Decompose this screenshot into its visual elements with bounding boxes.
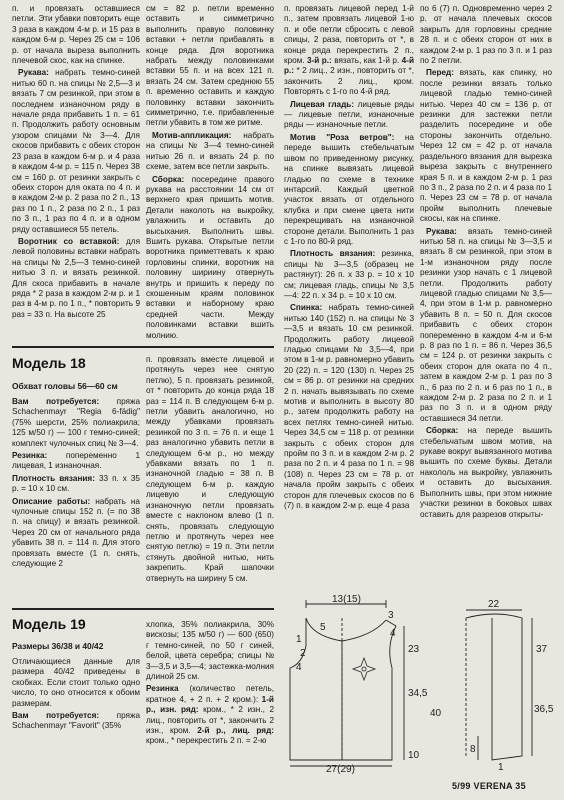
paragraph: Перед: вязать, как спинку, но после резинки вязать только лицевой гладью темно-синей нитью. Через 40 см = 136 р. от резинки для застежки петли разделить посередине и обе стороны закончить отдельно. Через 12 см = 42 р. от начала раздельного вязания для вырезка выреза закрыть с внутреннего края 5 п. и в каждом 2-м р. 1 раз по 3 п., 2 раза по 2 п. и 4 раза по 1 п. Через 23 см = 78 р. от начала пройм выполнить плечевые скосы, как на спинке. [420, 68, 552, 224]
label-1b: 1 [498, 762, 504, 773]
column-4 [420, 4, 552, 664]
label-23: 23 [408, 644, 420, 655]
heading-assembly: Сборка: [152, 174, 185, 184]
heading-collar: Воротник со вставкой: [18, 236, 120, 246]
sleeve-outline [466, 614, 522, 760]
body-pattern-piece [290, 600, 404, 766]
paragraph: Лицевая гладь: лицевые ряды — лицевые петли, изнаночные ряды — изнаночные петли. [284, 99, 414, 130]
model-19-title: Модель 19 [12, 616, 86, 632]
paragraph: Вам потребуется: пряжа Schachenmayr "Regia 6-fädig" (75% шерсти, 25% полиакрила; 125 м/50 г) — 100 г темно-синей; комплект чулочных спиц № 3—4. [12, 397, 140, 448]
column-2 [146, 4, 274, 340]
paragraph: Плотность вязания: резинка, спицы № 3—3,5 (образец не растянут): 26 п. х 33 р. = 10 х 10 см; лицевая гладь, спицы № 3,5—4: 22 п. х 34 р. = 10 х 10 см. [284, 249, 414, 300]
model-19-subtitle: Размеры 36/38 и 40/42 [12, 641, 104, 651]
label-1: 1 [296, 634, 302, 645]
paragraph: Спинка: набрать темно-синей нитью 140 (152) п. на спицы № 3—3,5 и вязать 10 см резинкой. Продолжить работу лицевой гладью спицами № 3,5—4, при этом в 1-м р. равномерно убавить 20 (22) п. = 120 (130) п. Через 25 см = 86 р. от резинки на средних 2 п. начать вывязывать по схеме мотив и выполнить в высоту 80 р., затем продолжить работу на всех петлях темно-синей нитью. Через 34,5 см = 118 р. от резинки закрыть с обеих сторон для пройм по 3 п. и в каждом 2-м р. 2 раза по 2 п. и 4 раза по 1 п. = 98 (108) п. Через 23 см = 78 р. от начала пройм закрыть с обеих сторон для плечевых скосов по 6 (7) п. в каждом 2-м р. еще 4 раза [284, 303, 414, 511]
paragraph: см = 82 р. петли временно оставить и симметрично выполнить правую половинку вставки + петли прибавлять в конце ряда. Для воротника набрать между половинками вставки 55 п. и на всех 121 п. вязать 24 см. Затем среднюю 55 п. временно оставить и каждую половинку вставки закончить симметрично, т.е. прибавленные петли убавить в том же ритме. [146, 4, 274, 128]
paragraph: Отличающиеся данные для размера 40/42 приведены в скобках. Если стоит только одно число, то оно относится к обоим размерам. [12, 657, 140, 708]
model-18-title: Модель 18 [12, 355, 86, 371]
divider [12, 608, 274, 610]
back-half-outline [342, 626, 396, 760]
column-3 [284, 4, 414, 596]
pattern-diagram [282, 594, 556, 775]
label-22: 22 [488, 599, 500, 610]
paragraph: Вам потребуется: пряжа Schachenmayr "Favorit" (35% [12, 711, 140, 731]
label-5: 5 [320, 622, 326, 633]
paragraph: Сборка: посередине правого рукава на расстоянии 14 см от верхнего края пришить мотив. Детали наколоть на выкройку, увлажнить и оставить до высыхания. Выполнить швы. Вшить рукава. Открытые петли воротника приметтевать к краю горловины спинки, воротник на половину шириину отвернуть внутрь и пришить к переду по скошенным краям половинок вставки и наборному краю средней части. Между половинками вставки вшить молнию. [146, 174, 274, 340]
label-4a: 4 [390, 628, 396, 639]
paragraph: Воротник со вставкой: для левой половины вставки набрать на спицы № 2,5—3 темно-синей нитью 3 п. и вязать резинкой. Для скоса прибавить в начале ряда * 2 раза в каждом 2-м р. и 1 раз в 4-м р. по 1 п., * повторить 9 раз = 33 п. На высоте 25 [12, 236, 141, 319]
compass-rose-motif [353, 658, 375, 680]
paragraph: Рукава: набрать темно-синей нитью 60 п. на спицы № 2,5—3 и вязать 7 см резинкой, при этом в последнем изнаночном ряду в начале ряда прибавить 1 п. = 61 п. Продолжить работу основным узором спицами № 3—4. Для скосов прибавить с обеих сторон 23 раза в каждом 6-м р. и 4 раза в каждом 4-м р. = 115 п. Через 38 см = 160 р. от резинки закрыть с обеих сторон для оката по 4 п. и в каждом 2-м р. 2 раза по 2 п., 13 раз по 1 п., 2 раза по 2 п., 1 раз по 3 п., 1 раз по 4 п. и в одном ряду оставшиеся 55 петель. [12, 68, 140, 234]
label-10: 10 [408, 750, 420, 761]
paragraph: Резинка (количество петель, кратное 4, + 2 п. + 2 кром.): 1-й р., изн. ряд: кром., * 2 изн., 2 лиц., повторить от *, закончить 2 изн., кром. 2-й р., лиц. ряд: кром., * перекрестить 2 п. = 2-ю [146, 684, 274, 746]
column-1 [12, 4, 140, 334]
paragraph: хлопка, 35% полиакрила, 30% вискозы; 135 м/50 г) — 600 (650) г темно-синей, по 50 г синей, белой, цвета серебра; спицы № 3—3,5 и 3,5—4; застежка-молния длиной 25 см. [146, 620, 274, 682]
diagram-labels [296, 594, 554, 775]
model-18-column-2 [146, 355, 274, 601]
label-36-5: 36,5 [534, 704, 554, 715]
label-34-5: 34,5 [408, 688, 428, 699]
sleeve-pattern-piece [466, 610, 532, 760]
heading-sleeves: Рукава: [18, 68, 49, 78]
label-8: 8 [470, 744, 476, 755]
paragraph: п. провязать вместе лицевой и протянуть через нее снятую петлю), 5 п. провязать резинкой, от * повторить до конца ряда 18 раз = 114 п. В следующем 6-м р. петли убавить аналогично, но между убавками провязать резинкой по 3 п. = 76 п. и еще 1 раз аналогично убавить петли в следующем 6-м р., но между убавками вязать по 1 п. изнаночной гладью = 38 п. В следующем 6-м р. каждую лицевую и следующую изнаночную петли провязать вместе с наклоном влево (1 п. снять, провязать следующую петлю и протянуть через нее снятую петлю) = 19 п. Эти петли стянуть двойной нитью, нить закрепить. Край шапочки отвернуть на ширину 5 см. [146, 355, 274, 583]
paragraph: по 6 (7) п. Одновременно через 2 р. от начала плечевых скосов закрыть для горловины средние 28 п. и с обеих сторон от них в каждом 2-м р. 1 раз по 3 п. и 1 раз по 2 петли. [420, 4, 552, 66]
paragraph: Резинка: попеременно 1 лицевая, 1 изнаночная. [12, 451, 140, 471]
paragraph: Плотность вязания: 33 п. х 35 р. = 10 х 10 см. [12, 473, 140, 494]
label-2: 2 [300, 648, 306, 659]
label-37: 37 [536, 644, 548, 655]
paragraph: Мотив "Роза ветров": на переде вышить стебельчатым швом по приведенному рисунку, на спинке вывязать лицевой гладью по схеме в технике интарсий. Каждый цветной участок вязать от отдельного клубка и при смене цвета нити перекрещивать на изнаночной стороне детали. Выполнить 1 раз с 1-го по 80-й ряд. [284, 132, 414, 246]
model-19-column-2 [146, 620, 274, 790]
paragraph: п. и провязать оставшиеся петли. Эти убавки повторить еще 3 раза в каждом 4-м р. и 15 раз в каждом 6-м р. Через 25 см = 106 р. от начала выреза выполнить плечевой скос, как на спинке. [12, 4, 140, 66]
page-footer: 5/99 VERENA 35 [452, 781, 526, 791]
heading-motif: Мотив-аппликация: [152, 130, 232, 140]
label-4b: 4 [296, 662, 302, 673]
model-18-column-1 [12, 397, 140, 601]
neckline [342, 620, 386, 641]
label-3: 3 [388, 610, 394, 621]
model-18-subtitle: Обхват головы 56—60 см [12, 381, 118, 391]
paragraph: Мотив-аппликация: набрать на спицы № 3—4 темно-синей нитью 26 п. и вязать 24 р. по схеме, затем все петли закрыть. [146, 130, 274, 172]
divider [12, 346, 274, 348]
model-19-column-1 [12, 657, 140, 789]
label-width: 27(29) [326, 764, 355, 775]
label-neck-width: 13(15) [332, 594, 361, 605]
paragraph: Сборка: на переде вышить стебельчатым швом мотив, на рукаве вокруг вывязанного мотива вышить по схеме буквы. Детали накололь на выкройку, увлажнить и оставить до высыхания. Выполнить швы, при этом нижние участки резинки в боковых швах оставить для разрезов открыты- [420, 426, 552, 519]
paragraph: п. провязать лицевой перед 1-й п., затем провязать лицевой 1-ю п. и обе петли сбросить с левой спицы, 2 раза, повторить от *, в конце ряда перекрестить 2 п., кром. 3-й р.: вязать, как 1-й р. 4-й р.: * 2 лиц., 2 изн., повторить от *, закончить 2 лиц., кром. Повторять с 1-го по 4-й ряд. [284, 4, 414, 97]
paragraph: Рукава: вязать темно-синей нитью 58 п. на спицы № 3—3,5 и вязать 8 см резинкой, при этом в 1-м изнаночном ряду после резинки узор начать с 1 лицевой петли. Продолжить работу лицевой гладью спицами № 3,5—4, при этом в 1-м р. равномерно убавить 8 п. = 50 п. Для скосов прибавить с обеих сторон попеременно в каждом 4-м и 6-м р. 8 раз по 1 п. = 86 п. Через 36,5 см = 124 р. от резинки закрыть с обеих сторон для оката по 4 п., затем в каждом 2-м р. 1 раз по 3 п., 6 раз по 2 п. и 6 раз по 1 п., в каждом 2-м р. 2 раза по 2 п. и 1 раз по 3 п. и в одном ряду оставшиеся 34 петли. [420, 226, 552, 423]
paragraph: Описание работы: набрать на чулочные спицы 152 п. (= по 38 п. на спицу) и вязать резинкой. Через 20 см от начального ряда убавить 38 п. = 114 п. Для этого провязать вместе (1 п. снять, следующие 2 [12, 496, 140, 569]
label-40: 40 [430, 708, 442, 719]
